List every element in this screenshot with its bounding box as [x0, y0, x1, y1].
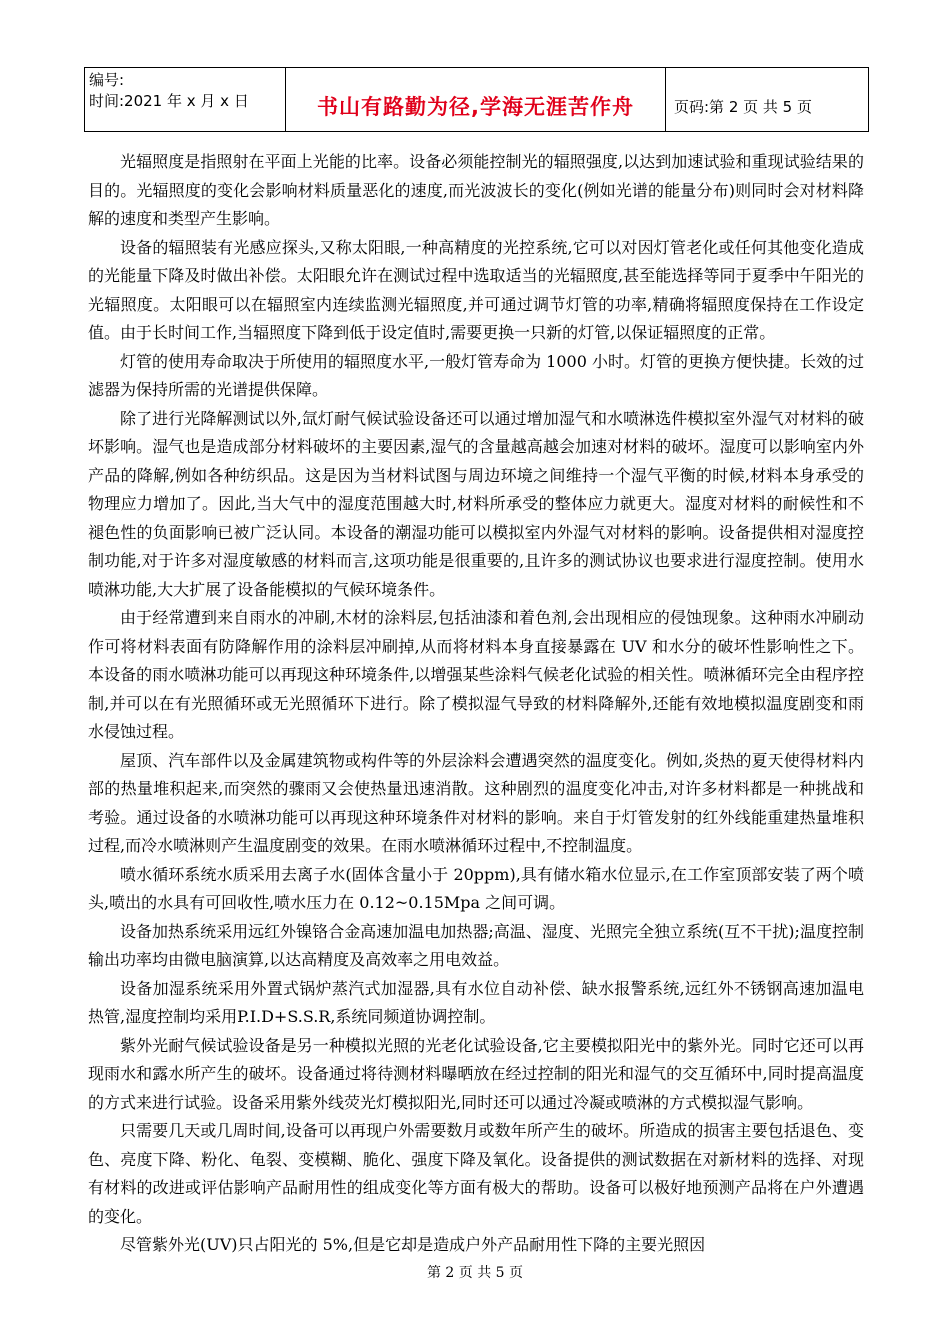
paragraph: 尽管紫外光(UV)只占阳光的 5%,但是它却是造成户外产品耐用性下降的主要光照因: [120, 1235, 706, 1254]
page-header: [84, 67, 869, 132]
document-date-label: 时间:2021 年 x 月 x 日: [89, 92, 249, 110]
header-meta: [85, 68, 286, 131]
paragraph: 紫外光耐气候试验设备是另一种模拟光照的光老化试验设备,它主要模拟阳光中的紫外光。同时它还可以再现雨水和露水所产生的破坏。设备通过将待测材料曝晒放在经过控制的阳光和湿气的交互循环中,同时提高温度的方式来进行试验。设备采用紫外线荧光灯模拟阳光,同时还可以通过冷凝或喷淋的方式模拟湿气影响。: [88, 1035, 864, 1112]
paragraph: 光辐照度是指照射在平面上光能的比率。设备必须能控制光的辐照强度,以达到加速试验和重现试验结果的目的。光辐照度的变化会影响材料质量恶化的速度,而光波波长的变化(例如光谱的能量分布)则同时会对材料降解的速度和类型产生影响。: [88, 152, 864, 228]
paragraph: 喷水循环系统水质采用去离子水(固体含量小于 20ppm),具有储水箱水位显示,在工作室顶部安装了两个喷头,喷出的水具有可回收性,喷水压力在 0.12~0.15Mpa 之间可调。: [88, 864, 864, 912]
paragraph: 设备的辐照装有光感应探头,又称太阳眼,一种高精度的光控系统,它可以对因灯管老化或任何其他变化造成的光能量下降及时做出补偿。太阳眼允许在测试过程中选取适当的光辐照度,甚至能选择等同于夏季中午阳光的光辐照度。太阳眼可以在辐照室内连续监测光辐照度,并可通过调节灯管的功率,精确将辐照度保持在工作设定值。由于长时间工作,当辐照度下降到低于设定值时,需要更换一只新的灯管,以保证辐照度的正常。: [88, 237, 864, 342]
paragraph: 设备加湿系统采用外置式锅炉蒸汽式加湿器,具有水位自动补偿、缺水报警系统,远红外不锈钢高速加温电热管,湿度控制均采用P.I.D+S.S.R,系统同频道协调控制。: [88, 978, 864, 1026]
header-motto: 书山有路勤为径,学海无涯苦作舟: [286, 68, 666, 131]
paragraph: 除了进行光降解测试以外,氙灯耐气候试验设备还可以通过增加湿气和水喷淋选件模拟室外湿气对材料的破坏影响。湿气也是造成部分材料破坏的主要因素,湿气的含量越高越会加速对材料的破坏。湿度可以影响室内外产品的降解,例如各种纺织品。这是因为当材料试图与周边环境之间维持一个湿气平衡的时候,材料本身承受的物理应力增加了。因此,当大气中的湿度范围越大时,材料所承受的整体应力就更大。湿度对材料的耐候性和不褪色性的负面影响已被广泛认同。本设备的潮湿功能可以模拟室内外湿气对材料的影响。设备提供相对湿度控制功能,对于许多对湿度敏感的材料而言,这项功能是很重要的,且许多的测试协议也要求进行湿度控制。使用水喷淋功能,大大扩展了设备能模拟的气候环境条件。: [88, 408, 864, 599]
paragraph: 只需要几天或几周时间,设备可以再现户外需要数月或数年所产生的破坏。所造成的损害主要包括退色、变色、亮度下降、粉化、龟裂、变模糊、脆化、强度下降及氧化。设备提供的测试数据在对新材料的选择、对现有材料的改进或评估影响产品耐用性的组成变化等方面有极大的帮助。设备可以极好地预测产品将在户外遭遇的变化。: [88, 1121, 864, 1226]
paragraph: 设备加热系统采用远红外镍铬合金高速加温电加热器;高温、湿度、光照完全独立系统(互不干扰);温度控制输出功率均由微电脑演算,以达高精度及高效率之用电效益。: [88, 921, 864, 969]
page-footer: 第 2 页 共 5 页: [426, 1265, 524, 1281]
paragraph: 灯管的使用寿命取决于所使用的辐照度水平,一般灯管寿命为 1000 小时。灯管的更换方便快捷。长效的过滤器为保持所需的光谱提供保障。: [88, 351, 864, 399]
header-page-indicator: 页码:第 2 页 共 5 页: [674, 98, 812, 116]
paragraph: 由于经常遭到来自雨水的冲刷,木材的涂料层,包括油漆和着色剂,会出现相应的侵蚀现象。这种雨水冲刷动作可将材料表面有防降解作用的涂料层冲刷掉,从而将材料本身直接暴露在 UV 和水分的破坏性影响性之下。本设备的雨水喷淋功能可以再现这种环境条件,以增强某些涂料气候老化试验的相关性。喷淋循环完全由程序控制,并可以在有光照循环或无光照循环下进行。除了模拟湿气导致的材料降解外,还能有效地模拟温度剧变和雨水侵蚀过程。: [88, 608, 864, 741]
document-number-label: 编号:: [89, 71, 125, 89]
document-body: [88, 148, 864, 1260]
paragraph: 屋顶、汽车部件以及金属建筑物或构件等的外层涂料会遭遇突然的温度变化。例如,炎热的夏天使得材料内部的热量堆积起来,而突然的骤雨又会使热量迅速消散。这种剧烈的温度变化冲击,对许多材料都是一种挑战和考验。通过设备的水喷淋功能可以再现这种环境条件对材料的影响。来自于灯管发射的红外线能重建热量堆积过程,而冷水喷淋则产生温度剧变的效果。在雨水喷淋循环过程中,不控制温度。: [88, 750, 864, 855]
